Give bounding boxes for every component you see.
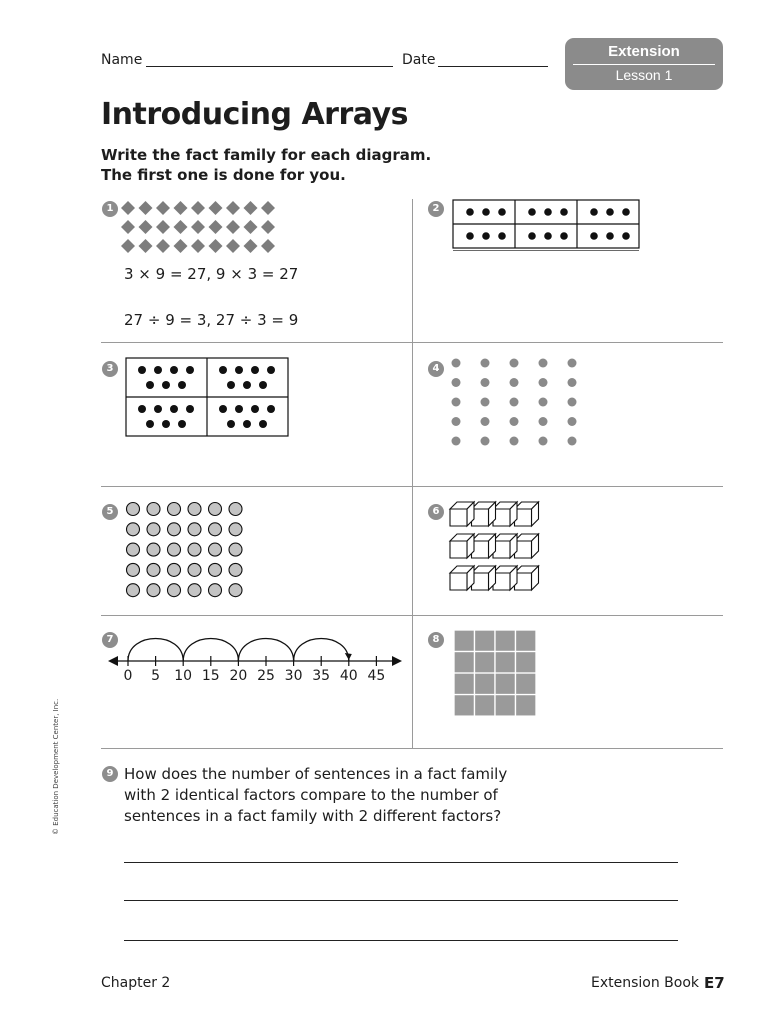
- jump-arrowhead-icon: [345, 653, 352, 660]
- cube: [493, 534, 517, 558]
- dot: [452, 359, 461, 368]
- diamond-mark: [139, 220, 153, 234]
- dot: [138, 366, 146, 374]
- extension-lesson-badge: [565, 38, 723, 90]
- dot: [510, 437, 519, 446]
- date-label: Date: [402, 52, 436, 68]
- square-mark: [495, 630, 516, 652]
- dot: [539, 437, 548, 446]
- dot: [510, 378, 519, 387]
- circle-mark: [229, 523, 242, 536]
- circle-mark: [168, 584, 181, 597]
- problem-6-cube-array: [448, 500, 548, 598]
- diamond-mark: [261, 239, 275, 253]
- diamond-mark: [121, 239, 135, 253]
- problem-9-text-line-3: sentences in a fact family with 2 different factors?: [124, 807, 502, 825]
- square-mark: [475, 695, 496, 717]
- dot: [235, 366, 243, 374]
- dot: [267, 366, 275, 374]
- problem-8-number: 8: [428, 632, 444, 648]
- dot: [528, 208, 536, 216]
- diamond-mark: [209, 239, 223, 253]
- dot: [146, 381, 154, 389]
- circle-mark: [147, 523, 160, 536]
- square-mark: [516, 652, 537, 674]
- dot: [606, 208, 614, 216]
- dot: [560, 232, 568, 240]
- cube: [472, 566, 496, 590]
- tick-label: 45: [367, 668, 386, 684]
- problem-7-number-line: [106, 632, 406, 672]
- dot: [452, 398, 461, 407]
- dot: [568, 398, 577, 407]
- answer-line-2[interactable]: [124, 900, 678, 901]
- problem-4-number: 4: [428, 361, 444, 377]
- cube: [450, 502, 474, 526]
- circle-mark: [188, 584, 201, 597]
- circle-mark: [188, 563, 201, 576]
- answer-line-3[interactable]: [124, 940, 678, 941]
- circle-mark: [147, 563, 160, 576]
- grid-divider-2: [101, 486, 723, 487]
- dot: [138, 405, 146, 413]
- tick-label: 30: [284, 668, 303, 684]
- cube: [515, 566, 539, 590]
- dot: [510, 417, 519, 426]
- dot: [590, 208, 598, 216]
- dot: [235, 405, 243, 413]
- dot: [154, 366, 162, 374]
- diamond-mark: [261, 220, 275, 234]
- dot: [568, 359, 577, 368]
- circle-mark: [209, 563, 222, 576]
- dot: [481, 359, 490, 368]
- grid-divider-3: [101, 615, 723, 616]
- circle-mark: [209, 543, 222, 556]
- tick-label: 25: [257, 668, 275, 684]
- diamond-mark: [209, 201, 223, 215]
- dot: [481, 398, 490, 407]
- dot: [590, 232, 598, 240]
- problem-9-number: 9: [102, 766, 118, 782]
- dot: [251, 366, 259, 374]
- dot: [498, 208, 506, 216]
- dot: [510, 398, 519, 407]
- tick-label: 35: [312, 668, 331, 684]
- name-label: Name: [101, 52, 143, 68]
- circle-mark: [127, 503, 140, 516]
- square-mark: [516, 630, 537, 652]
- grid-divider-4: [101, 748, 723, 749]
- diamond-mark: [244, 220, 258, 234]
- square-mark: [516, 673, 537, 695]
- square-mark: [495, 695, 516, 717]
- dot: [539, 398, 548, 407]
- square-mark: [516, 695, 537, 717]
- dot: [539, 378, 548, 387]
- circle-mark: [209, 584, 222, 597]
- dot: [178, 381, 186, 389]
- circle-mark: [209, 523, 222, 536]
- grid-divider-vertical: [412, 199, 413, 748]
- dot: [154, 405, 162, 413]
- dot: [481, 417, 490, 426]
- square-mark: [475, 630, 496, 652]
- tick-label: 40: [339, 668, 358, 684]
- dot: [452, 437, 461, 446]
- circle-mark: [188, 523, 201, 536]
- dot: [568, 378, 577, 387]
- dot: [227, 420, 235, 428]
- circle-mark: [168, 543, 181, 556]
- dot: [162, 420, 170, 428]
- dot: [170, 366, 178, 374]
- dot: [162, 381, 170, 389]
- dot: [170, 405, 178, 413]
- square-mark: [454, 673, 475, 695]
- instruction-line-1: Write the fact family for each diagram.: [101, 146, 432, 164]
- problem-9-text-line-2: with 2 identical factors compare to the number of: [124, 786, 498, 804]
- dot: [544, 232, 552, 240]
- page-title: Introducing Arrays: [101, 97, 408, 132]
- dot: [243, 420, 251, 428]
- circle-mark: [229, 503, 242, 516]
- diamond-mark: [121, 220, 135, 234]
- square-mark: [475, 652, 496, 674]
- dot: [482, 232, 490, 240]
- diamond-mark: [139, 239, 153, 253]
- problem-5-circle-array: [124, 500, 250, 600]
- problem-1-number: 1: [102, 201, 118, 217]
- dot: [259, 381, 267, 389]
- dot: [452, 417, 461, 426]
- dot: [622, 208, 630, 216]
- dot: [606, 232, 614, 240]
- grid-divider-left-1: [101, 342, 412, 343]
- circle-mark: [209, 503, 222, 516]
- dot: [544, 208, 552, 216]
- dot: [219, 366, 227, 374]
- square-mark: [454, 652, 475, 674]
- square-mark: [454, 630, 475, 652]
- diamond-mark: [244, 201, 258, 215]
- dot: [481, 378, 490, 387]
- dot: [568, 437, 577, 446]
- dot: [481, 437, 490, 446]
- date-field[interactable]: [438, 66, 548, 67]
- problem-5-number: 5: [102, 504, 118, 520]
- problem-1-division: 27 ÷ 9 = 3, 27 ÷ 3 = 9: [124, 311, 299, 329]
- problem-4-dot-array: [446, 355, 586, 450]
- diamond-mark: [209, 220, 223, 234]
- diamond-mark: [156, 201, 170, 215]
- circle-mark: [127, 523, 140, 536]
- dot: [452, 378, 461, 387]
- cube: [515, 502, 539, 526]
- circle-mark: [168, 563, 181, 576]
- diamond-mark: [174, 201, 188, 215]
- dot: [227, 381, 235, 389]
- dot: [178, 420, 186, 428]
- problem-1-diamond-array: [118, 198, 278, 256]
- problem-3-number: 3: [102, 361, 118, 377]
- dot: [622, 232, 630, 240]
- right-arrow-icon: [392, 656, 402, 666]
- dot: [259, 420, 267, 428]
- diamond-mark: [226, 239, 240, 253]
- diamond-mark: [191, 239, 205, 253]
- dot: [482, 208, 490, 216]
- instruction-line-2: The first one is done for you.: [101, 166, 346, 184]
- problem-9-text-line-1: How does the number of sentences in a fact family: [124, 765, 508, 783]
- circle-mark: [229, 543, 242, 556]
- answer-line-1[interactable]: [124, 862, 678, 863]
- circle-mark: [127, 543, 140, 556]
- square-mark: [454, 695, 475, 717]
- footer-chapter: Chapter 2: [101, 975, 171, 991]
- circle-mark: [229, 563, 242, 576]
- problem-2-number: 2: [428, 201, 444, 217]
- dot: [251, 405, 259, 413]
- cube: [493, 566, 517, 590]
- dot: [267, 405, 275, 413]
- dot: [528, 232, 536, 240]
- diamond-mark: [174, 220, 188, 234]
- square-mark: [495, 673, 516, 695]
- left-arrow-icon: [108, 656, 118, 666]
- dot: [146, 420, 154, 428]
- circle-mark: [229, 584, 242, 597]
- name-field[interactable]: [146, 66, 393, 67]
- dot: [560, 208, 568, 216]
- dot: [466, 232, 474, 240]
- tick-label: 0: [123, 668, 133, 684]
- footer-page-number: E7: [704, 974, 725, 992]
- diamond-mark: [191, 201, 205, 215]
- diamond-mark: [226, 220, 240, 234]
- circle-mark: [147, 584, 160, 597]
- cube: [472, 534, 496, 558]
- square-mark: [495, 652, 516, 674]
- circle-mark: [168, 503, 181, 516]
- dot: [498, 232, 506, 240]
- badge-divider: [573, 64, 715, 65]
- dot: [186, 366, 194, 374]
- cube: [450, 566, 474, 590]
- tick-label: 5: [151, 668, 161, 684]
- tick-label: 20: [229, 668, 248, 684]
- badge-title: Extension: [608, 43, 680, 60]
- diamond-mark: [226, 201, 240, 215]
- cube: [515, 534, 539, 558]
- circle-mark: [127, 563, 140, 576]
- tick-label: 10: [174, 668, 193, 684]
- grid-divider-right-1: [412, 342, 723, 343]
- dot: [466, 208, 474, 216]
- cube: [472, 502, 496, 526]
- diamond-mark: [156, 239, 170, 253]
- diamond-mark: [139, 201, 153, 215]
- footer-book: Extension Book: [591, 975, 700, 991]
- problem-7-number: 7: [102, 632, 118, 648]
- circle-mark: [147, 543, 160, 556]
- dot: [219, 405, 227, 413]
- copyright-notice: © Education Development Center, Inc.: [52, 698, 60, 835]
- cube: [493, 502, 517, 526]
- dot: [510, 359, 519, 368]
- problem-6-number: 6: [428, 504, 444, 520]
- dot: [539, 359, 548, 368]
- diamond-mark: [174, 239, 188, 253]
- problem-1-multiplication: 3 × 9 = 27, 9 × 3 = 27: [124, 265, 299, 283]
- problem-8-square-array: [453, 629, 537, 717]
- badge-lesson: Lesson 1: [615, 67, 673, 83]
- dot: [186, 405, 194, 413]
- diamond-mark: [156, 220, 170, 234]
- diamond-mark: [191, 220, 205, 234]
- tick-label: 15: [201, 668, 220, 684]
- diamond-mark: [261, 201, 275, 215]
- dot: [568, 417, 577, 426]
- circle-mark: [188, 503, 201, 516]
- dot: [243, 381, 251, 389]
- circle-mark: [168, 523, 181, 536]
- circle-mark: [127, 584, 140, 597]
- problem-2-grouped-array: [452, 199, 642, 251]
- cube: [450, 534, 474, 558]
- problem-3-grouped-array: [125, 357, 290, 437]
- dot: [539, 417, 548, 426]
- circle-mark: [147, 503, 160, 516]
- circle-mark: [188, 543, 201, 556]
- diamond-mark: [244, 239, 258, 253]
- diamond-mark: [121, 201, 135, 215]
- square-mark: [475, 673, 496, 695]
